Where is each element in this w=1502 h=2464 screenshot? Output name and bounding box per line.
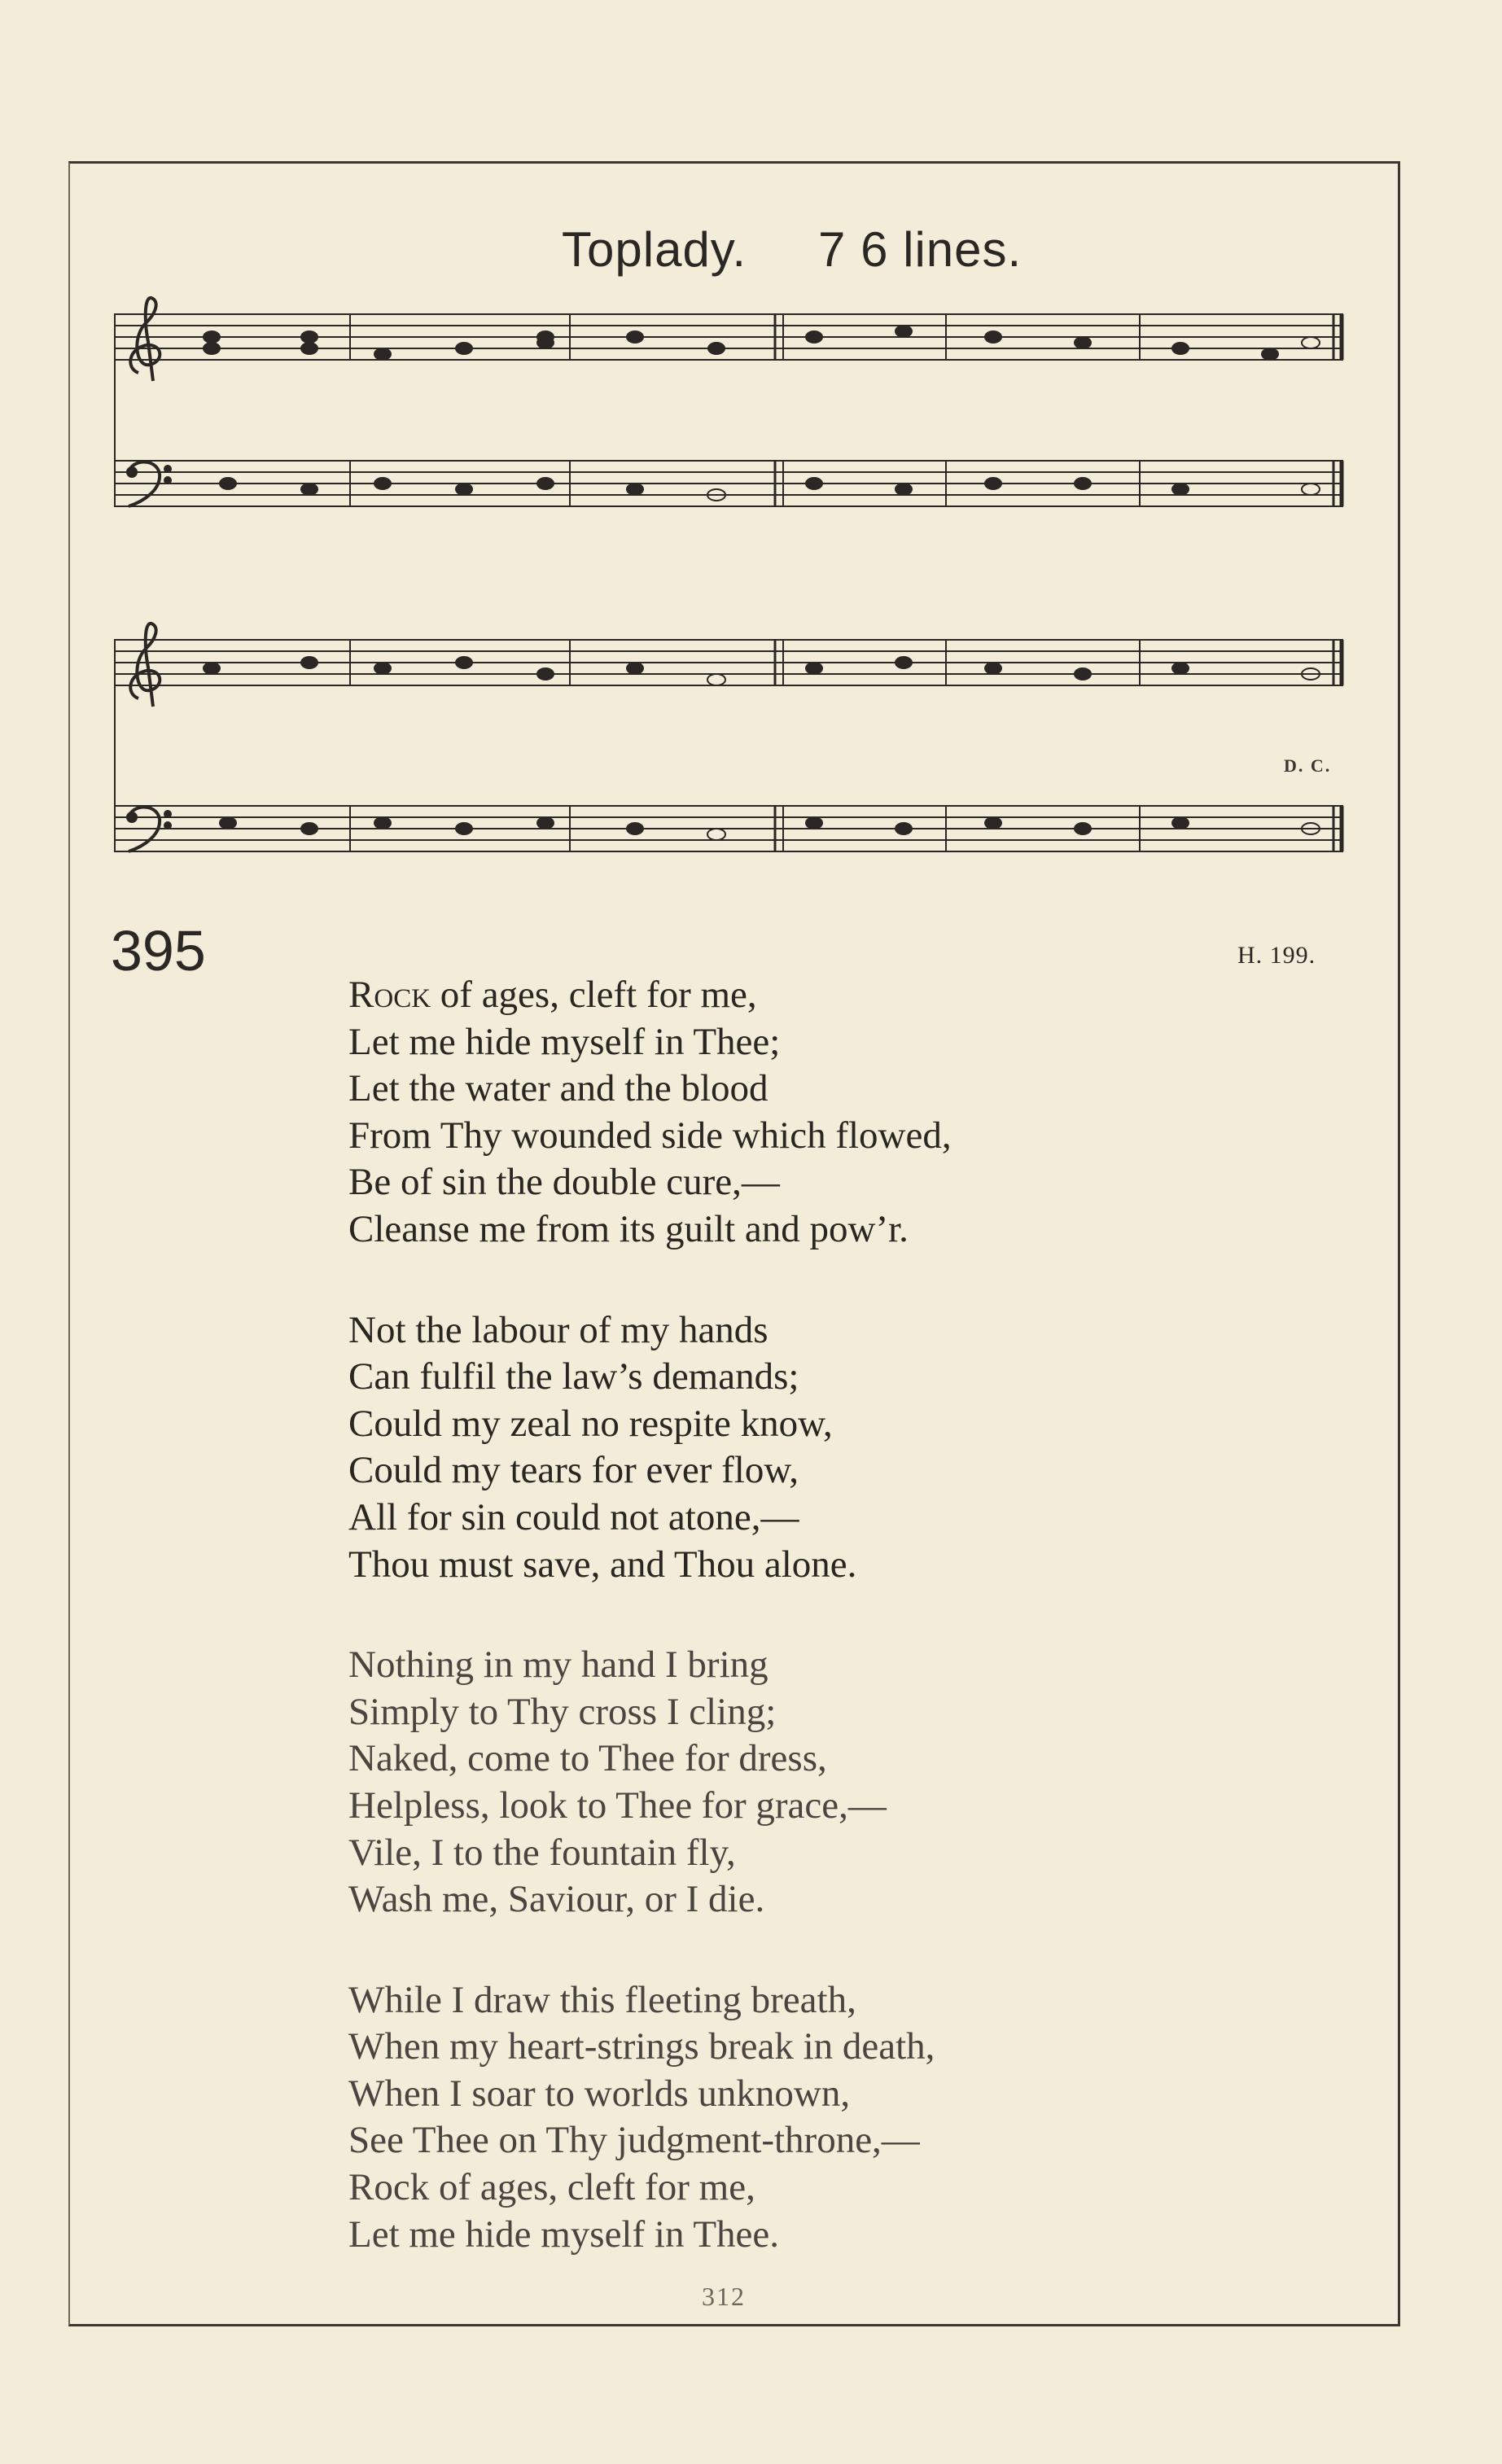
stanza-line: From Thy wounded side which flowed, (348, 1114, 952, 1157)
music-score (114, 277, 1351, 879)
stanza-3 (348, 1642, 952, 1923)
stanza-line: Let me hide myself in Thee. (348, 2212, 780, 2256)
barlines-system-1 (350, 314, 1342, 506)
stanza-line: Nothing in my hand I bring (348, 1643, 769, 1687)
stanza-line: Could my zeal no respite know, (348, 1402, 833, 1445)
stanza-line: Thou must save, and Thou alone. (348, 1543, 857, 1586)
da-capo-marking: D. C. (1284, 755, 1332, 776)
tune-header (562, 221, 1022, 278)
bass-clef-icon (127, 462, 171, 852)
hymn-number: 395 (111, 919, 206, 983)
notes-treble-2 (204, 657, 1320, 685)
stanza-line: Rock of ages, cleft for me, (348, 2166, 755, 2209)
staff-treble-1 (114, 314, 1343, 360)
drop-cap: R (348, 974, 374, 1016)
stanza-line: Helpless, look to Thee for grace,— (348, 1783, 887, 1827)
stanza-line: Could my tears for ever flow, (348, 1449, 799, 1492)
stanza-1 (348, 972, 952, 1254)
stanza-line: Simply to Thy cross I cling; (348, 1690, 777, 1733)
barlines-system-2 (350, 640, 1342, 851)
staff-bass-2 (114, 806, 1343, 851)
stanza-line: Naked, come to Thee for dress, (348, 1737, 827, 1780)
stanza-line: Let the water and the blood (348, 1067, 769, 1110)
tune-name: Toplady. (562, 222, 747, 277)
tune-meter: 7 6 lines. (818, 222, 1022, 277)
stanza-line: Rock of ages, cleft for me, (348, 974, 757, 1016)
notes-bass-1 (220, 478, 1320, 501)
stanza-line: Not the labour of my hands (348, 1308, 769, 1351)
stanza-2 (348, 1307, 952, 1589)
stanza-line: All for sin could not atone,— (348, 1495, 799, 1538)
stanza-line: While I draw this fleeting breath, (348, 1978, 856, 2021)
staff-bass-1 (114, 461, 1343, 506)
stanza-line: Can fulfil the law’s demands; (348, 1355, 799, 1398)
staff-treble-2 (114, 640, 1343, 685)
stanza-line: When my heart-strings break in death, (348, 2025, 935, 2068)
stanza-4 (348, 1977, 952, 2259)
hymn-text (348, 972, 952, 2312)
first-word-rest: ock (374, 974, 431, 1016)
stanza-line: Vile, I to the fountain fly, (348, 1831, 736, 1874)
page-number: 312 (702, 2282, 746, 2311)
stanza-line: See Thee on Thy judgment-throne,— (348, 2119, 920, 2162)
stanza-line: Cleanse me from its guilt and pow’r. (348, 1207, 909, 1250)
notes-treble-1 (204, 326, 1320, 360)
hymn-reference: H. 199. (1237, 942, 1316, 969)
stanza-line: Let me hide myself in Thee; (348, 1020, 781, 1063)
stanza-line: When I soar to worlds unknown, (348, 2072, 851, 2115)
stanza-line: Wash me, Saviour, or I die. (348, 1878, 765, 1921)
stanza-line: Be of sin the double cure,— (348, 1161, 780, 1204)
